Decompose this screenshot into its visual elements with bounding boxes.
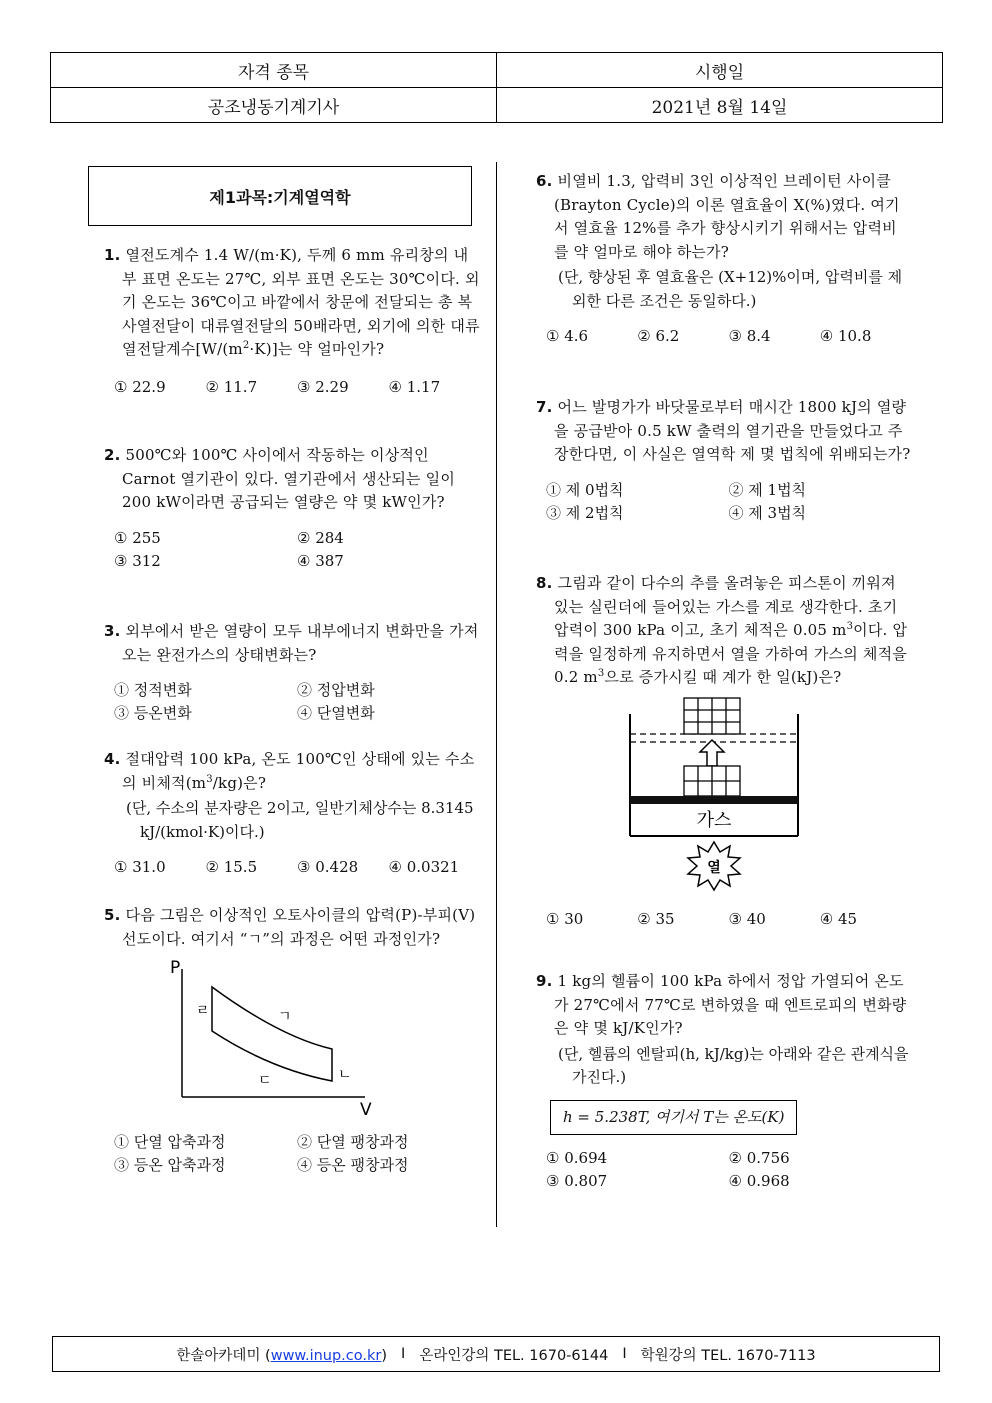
options bbox=[104, 856, 480, 879]
option-2: ② 11.7 bbox=[205, 377, 258, 396]
option-3: ③ 등온변화 bbox=[114, 704, 192, 722]
separator: I bbox=[401, 1346, 406, 1362]
label-rieul: ㄹ bbox=[196, 1003, 210, 1019]
option-4: ④ 0.968 bbox=[728, 1172, 790, 1190]
question-number: 5. bbox=[104, 906, 121, 924]
question-number: 1. bbox=[104, 246, 121, 264]
option-3: ③ 312 bbox=[114, 551, 161, 570]
option-1: ① 제 0법칙 bbox=[546, 480, 624, 499]
option-2: ② 15.5 bbox=[205, 858, 258, 876]
option-4: ④ 45 bbox=[819, 909, 858, 928]
option-3: ③ 제 2법칙 bbox=[546, 503, 624, 522]
options bbox=[104, 679, 480, 725]
question-stem: 다음 그림은 이상적인 오토사이클의 압력(P)-부피(V)선도이다. 여기서 “ㄱ”의 과정은 어떤 과정인가? bbox=[122, 906, 476, 948]
option-1: ① 31.0 bbox=[114, 858, 166, 876]
options bbox=[536, 479, 911, 525]
piston-cylinder-figure bbox=[624, 696, 824, 892]
online-phone: 온라인강의 TEL. 1670-6144 bbox=[419, 1347, 609, 1364]
header-table bbox=[50, 52, 943, 123]
option-2: ② 284 bbox=[297, 528, 344, 547]
option-1: ① 0.694 bbox=[546, 1149, 608, 1167]
question-7 bbox=[536, 396, 911, 525]
option-4: ④ 1.17 bbox=[388, 377, 441, 396]
question-stem: 1 kg의 헬륨이 100 kPa 하에서 정압 가열되어 온도가 27℃에서 77℃로 변하였을 때 엔트로피의 변화량은 약 몇 kJ/K인가? bbox=[554, 972, 907, 1037]
p-axis-label: P bbox=[170, 958, 181, 978]
option-2: ② 제 1법칙 bbox=[728, 480, 807, 499]
option-3: ③ 0.807 bbox=[546, 1172, 608, 1190]
question-stem: 외부에서 받은 열량이 모두 내부에너지 변화만을 가져오는 완전가스의 상태변화는? bbox=[122, 622, 479, 664]
question-stem: 열전도계수 1.4 W/(m·K), 두께 6 mm 유리창의 내부 표면 온도는 27℃, 외부 표면 온도는 30℃이다. 외기 온도는 36℃이고 바깥에서 창문에 전달되는 총 복사열전달이 대류열전달의 50배라면, 외기에 의한 대류열전달계수[W/(m bbox=[122, 246, 480, 358]
offline-phone: 학원강의 TEL. 1670-7113 bbox=[640, 1347, 816, 1364]
gas-label: 가스 bbox=[696, 809, 732, 831]
column-divider bbox=[496, 162, 497, 1227]
option-3: ③ 등온 압축과정 bbox=[114, 1156, 226, 1174]
header-col1-label: 자격 종목 bbox=[51, 53, 497, 88]
option-3: ③ 2.29 bbox=[297, 377, 349, 396]
header-col2-label: 시행일 bbox=[497, 53, 943, 88]
enthalpy-formula: h = 5.238T, 여기서 T는 온도(K) bbox=[550, 1100, 797, 1136]
option-2: ② 35 bbox=[637, 909, 675, 928]
options bbox=[536, 908, 911, 931]
option-1: ① 4.6 bbox=[546, 327, 589, 345]
question-6 bbox=[536, 170, 911, 348]
question-note: (단, 수소의 분자량은 2이고, 일반기체상수는 8.3145 kJ/(kmol·K)이다.) bbox=[126, 799, 474, 841]
option-3: ③ 40 bbox=[728, 909, 766, 928]
exam-date: 2021년 8월 14일 bbox=[497, 88, 943, 123]
subject-title: 제1과목:기계열역학 bbox=[88, 166, 472, 226]
label-nieun: ㄴ bbox=[338, 1067, 352, 1083]
option-4: ④ 10.8 bbox=[819, 327, 872, 345]
question-note: (단, 향상된 후 열효율은 (X+12)%이며, 압력비를 제외한 다른 조건은 동일하다.) bbox=[558, 268, 903, 310]
question-number: 9. bbox=[536, 972, 553, 990]
exam-name: 공조냉동기계기사 bbox=[51, 88, 497, 123]
option-1: ① 30 bbox=[546, 909, 584, 928]
options bbox=[104, 376, 480, 399]
option-2: ② 6.2 bbox=[637, 327, 680, 345]
question-8: 8. 그림과 같이 다수의 추를 올려놓은 피스톤이 끼워져 있는 실린더에 들어있는 가스를 계로 생각한다. 초기 압력이 300 kPa 이고, 초기 체적은 0.05 $m^3$이다. 압력을 일정하게 유지하면서 열을 가하여 가스의 체적을 0.2 $m^3$으로 증가시킬 때 계가 한 일(kJ)은? 가스 열 ① 30 ② 35 ③ 40 ④ 45 bbox=[536, 572, 911, 931]
otto-cycle-pv-diagram bbox=[160, 957, 400, 1127]
question-number: 2. bbox=[104, 446, 121, 464]
option-4: ④ 제 3법칙 bbox=[728, 503, 807, 522]
question-stem: 비열비 1.3, 압력비 3인 이상적인 브레이턴 사이클(Brayton Cycle)의 이론 열효율이 X(%)였다. 여기서 열효율 12%를 추가 향상시키기 위해서는 압력비를 약 얼마로 해야 하는가? bbox=[554, 172, 900, 261]
question-number: 6. bbox=[536, 172, 553, 190]
question-3 bbox=[104, 620, 480, 725]
v-axis-label: V bbox=[360, 1100, 372, 1120]
label-giyeok: ㄱ bbox=[278, 1009, 292, 1025]
option-3: ③ 0.428 bbox=[297, 858, 359, 876]
question-9 bbox=[536, 970, 911, 1193]
options bbox=[104, 1131, 480, 1177]
question-stem: 어느 발명가가 바닷물로부터 매시간 1800 kJ의 열량을 공급받아 0.5 kW 출력의 열기관을 만들었다고 주장한다면, 이 사실은 열역학 제 몇 법칙에 위배되는가? bbox=[554, 398, 911, 463]
question-5 bbox=[104, 904, 480, 1177]
question-stem: 그림과 같이 다수의 추를 올려놓은 피스톤이 끼워져 있는 실린더에 들어있는 가스를 계로 생각한다. 초기 압력이 300 kPa 이고, 초기 체적은 0.05 m bbox=[554, 574, 898, 639]
option-4: ④ 단열변화 bbox=[297, 704, 375, 722]
question-stem: 500℃와 100℃ 사이에서 작동하는 이상적인 Carnot 열기관이 있다. 열기관에서 생산되는 일이 200 kW이라면 공급되는 열량은 약 몇 kW인가? bbox=[122, 446, 456, 511]
option-1: ① 255 bbox=[114, 528, 161, 547]
options bbox=[536, 325, 911, 348]
question-note: (단, 헬륨의 엔탈피(h, kJ/kg)는 아래와 같은 관계식을 가진다.) bbox=[558, 1044, 909, 1086]
option-4: ④ 387 bbox=[297, 551, 344, 570]
option-1: ① 단열 압축과정 bbox=[114, 1133, 226, 1151]
option-2: ② 0.756 bbox=[728, 1149, 790, 1167]
separator: I bbox=[622, 1346, 627, 1362]
option-2: ② 정압변화 bbox=[297, 681, 375, 699]
option-4: ④ 0.0321 bbox=[388, 858, 460, 876]
website-link[interactable]: www.inup.co.kr bbox=[270, 1347, 382, 1364]
question-number: 8. bbox=[536, 574, 553, 592]
academy-name: 한솔아카데미 ( bbox=[176, 1347, 271, 1364]
question-4: 4. 절대압력 100 kPa, 온도 100℃인 상태에 있는 수소의 비체적$(m^3/kg)$은? (단, 수소의 분자량은 2이고, 일반기체상수는 8.3145 kJ/(kmol·K)이다.) ① 31.0 ② 15.5 ③ 0.428 ④ 0.0321 bbox=[104, 748, 480, 879]
options bbox=[104, 527, 480, 573]
options bbox=[536, 1147, 911, 1193]
option-1: ① 정적변화 bbox=[114, 681, 192, 699]
question-1: 1. 열전도계수 1.4 W/(m·K), 두께 6 mm 유리창의 내부 표면 온도는 27℃, 외부 표면 온도는 30℃이다. 외기 온도는 36℃이고 바깥에서 창문에 전달되는 총 복사열전달이 대류열전달의 50배라면, 외기에 의한 대류열전달계수$[W/(m^2\cdot K)]$는 약 얼마인가? ① 22.9 ② 11.7 ③ 2.29 ④ 1.17 bbox=[104, 244, 480, 399]
option-4: ④ 등온 팽창과정 bbox=[297, 1156, 409, 1174]
label-digeut: ㄷ bbox=[258, 1073, 272, 1089]
question-2 bbox=[104, 444, 480, 573]
question-stem: 절대압력 100 kPa, 온도 100℃인 상태에 있는 수소의 비체적(m bbox=[122, 750, 475, 792]
option-3: ③ 8.4 bbox=[728, 327, 771, 345]
heat-label: 열 bbox=[707, 859, 721, 876]
option-1: ① 22.9 bbox=[114, 377, 166, 396]
question-number: 4. bbox=[104, 750, 121, 768]
question-number: 3. bbox=[104, 622, 121, 640]
option-2: ② 단열 팽창과정 bbox=[297, 1133, 409, 1151]
question-number: 7. bbox=[536, 398, 553, 416]
footer: 한솔아카데미 (www.inup.co.kr) I 온라인강의 TEL. 1670-6144 I 학원강의 TEL. 1670-7113 bbox=[52, 1336, 940, 1372]
